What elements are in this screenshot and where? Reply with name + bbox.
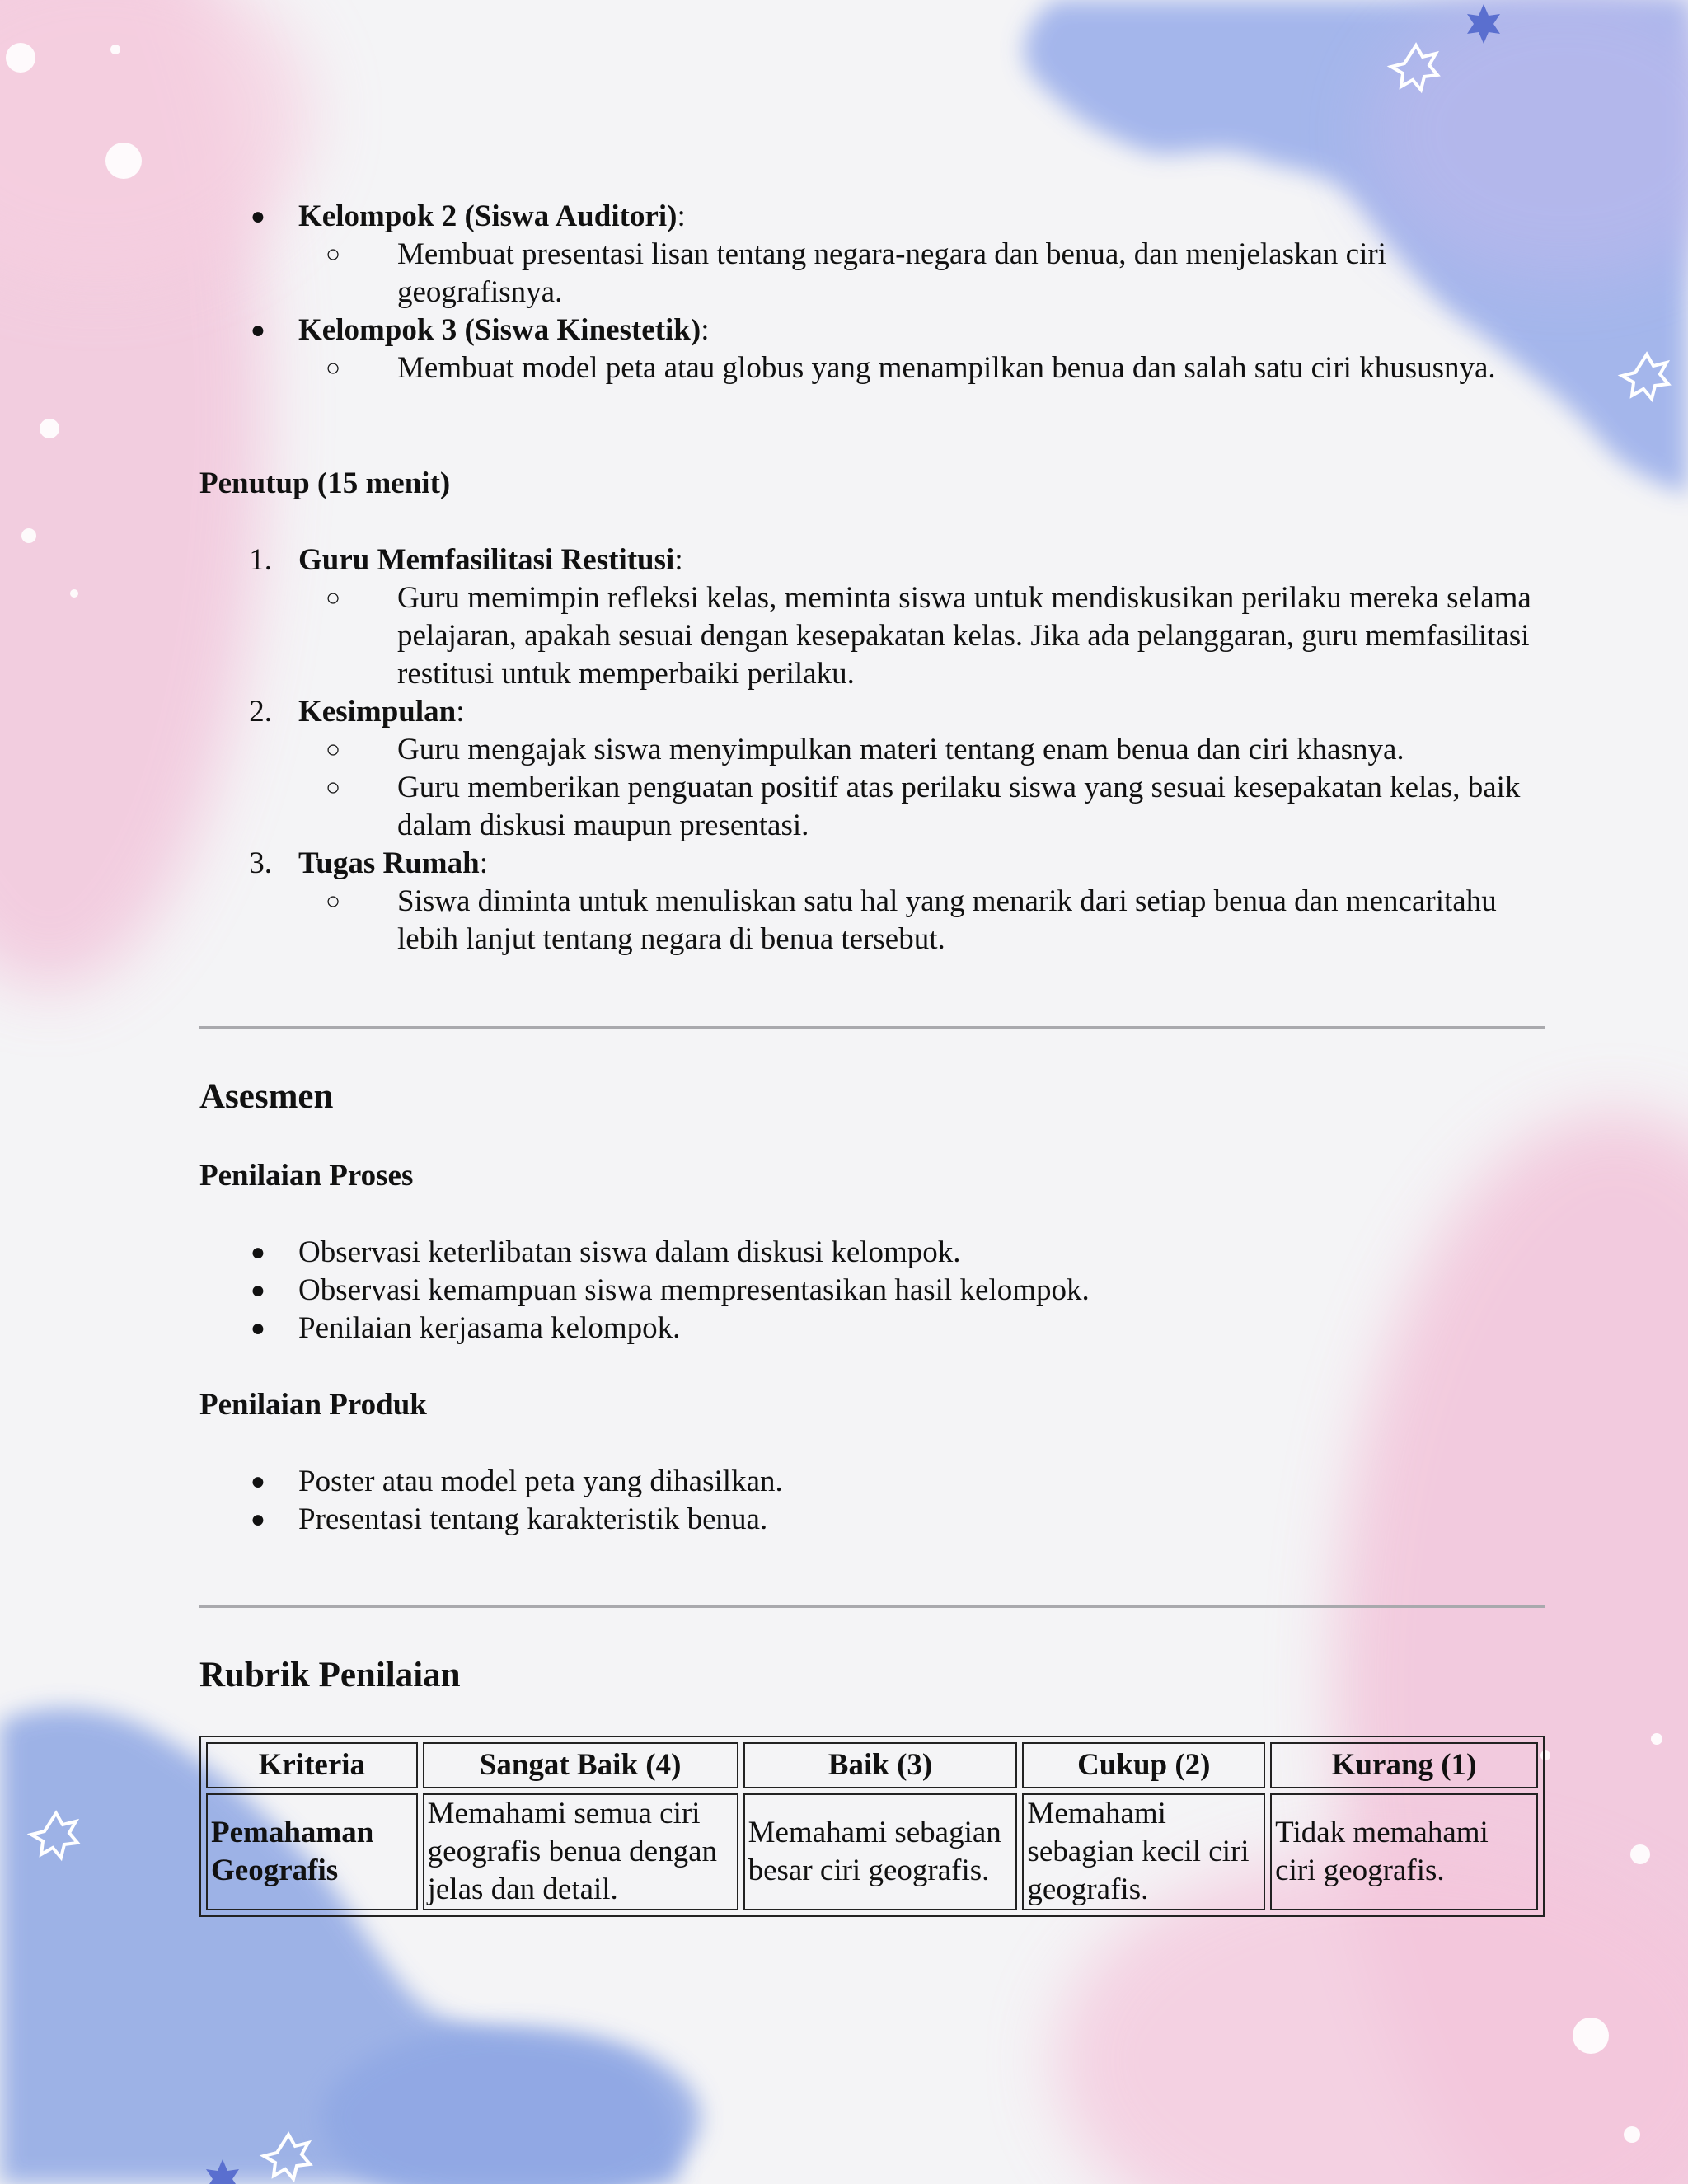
process-assessment-heading: Penilaian Proses	[199, 1159, 414, 1193]
list-item: ○ Guru memberikan penguatan positif atas perilaku siswa yang sesuai kesepakatan kelas, baik dalam diskusi maupun presentasi.	[298, 769, 1551, 845]
bullet-dot-icon: ●	[250, 1506, 265, 1533]
closing-steps	[199, 541, 1551, 958]
list-item: ○ Guru memimpin refleksi kelas, meminta siswa untuk mendiskusikan perilaku mereka selama pelajaran, apakah sesuai dengan kesepakatan kelas. Jika ada pelanggaran, guru memfasilitasi restitusi untuk memperbaiki perilaku.	[298, 579, 1551, 693]
table-cell: Memahami sebagian kecil ciri geografis.	[1022, 1793, 1265, 1910]
hollow-circle-icon: ○	[325, 241, 341, 268]
list-item: 2. Kesimpulan: ○ Guru mengajak siswa menyimpulkan materi tentang enam benua dan ciri khasnya. ○ Guru memberikan penguatan positif atas perilaku siswa yang sesuai kesepakatan kelas, baik dalam diskusi maupun presentasi.	[199, 693, 1551, 845]
rubric-table	[199, 1736, 1545, 1917]
table-cell: Memahami semua ciri geografis benua dengan jelas dan detail.	[423, 1793, 738, 1910]
hollow-circle-icon: ○	[325, 774, 341, 801]
process-assessment-list	[199, 1234, 1551, 1347]
list-item: 1. Guru Memfasilitasi Restitusi: ○ Guru memimpin refleksi kelas, meminta siswa untuk mendiskusikan perilaku mereka selama pelajaran, apakah sesuai dengan kesepakatan kelas. Jika ada pelanggaran, guru memfasilitasi restitusi untuk memperbaiki perilaku.	[199, 541, 1551, 693]
list-item: ● Poster atau model peta yang dihasilkan.	[199, 1463, 1551, 1501]
sub-list	[298, 883, 1551, 958]
column-header: Baik (3)	[743, 1742, 1018, 1788]
sub-list	[298, 349, 1551, 387]
group-title: Kelompok 2 (Siswa Auditori)	[298, 199, 678, 233]
activity-group-list	[199, 198, 1551, 387]
list-item: ● Presentasi tentang karakteristik benua.	[199, 1501, 1551, 1539]
table-cell: Tidak memahami ciri geografis.	[1270, 1793, 1538, 1910]
list-item: ○ Membuat presentasi lisan tentang negara-negara dan benua, dan menjelaskan ciri geografisnya.	[298, 236, 1551, 312]
column-header: Kurang (1)	[1270, 1742, 1538, 1788]
table-cell: Memahami sebagian besar ciri geografis.	[743, 1793, 1018, 1910]
bullet-dot-icon: ●	[250, 203, 265, 230]
divider	[199, 1605, 1545, 1608]
list-item: 3. Tugas Rumah: ○ Siswa diminta untuk menuliskan satu hal yang menarik dari setiap benua dan mencaritahu lebih lanjut tentang negara di benua tersebut.	[199, 845, 1551, 958]
column-header: Kriteria	[206, 1742, 418, 1788]
table-row	[206, 1793, 1538, 1910]
list-item: ○ Membuat model peta atau globus yang menampilkan benua dan salah satu ciri khususnya.	[298, 349, 1551, 387]
assessment-heading: Asesmen	[199, 1077, 334, 1116]
sub-list	[298, 579, 1551, 693]
closing-heading: Penutup (15 menit)	[199, 466, 451, 500]
bullet-dot-icon: ●	[250, 316, 265, 344]
hollow-circle-icon: ○	[325, 888, 341, 915]
list-item: ● Penilaian kerjasama kelompok.	[199, 1310, 1551, 1347]
list-item: ● Observasi keterlibatan siswa dalam diskusi kelompok.	[199, 1234, 1551, 1272]
list-item: ○ Siswa diminta untuk menuliskan satu hal yang menarik dari setiap benua dan mencaritahu lebih lanjut tentang negara di benua tersebut.	[298, 883, 1551, 958]
column-header: Sangat Baik (4)	[423, 1742, 738, 1788]
sub-list	[298, 236, 1551, 312]
column-header: Cukup (2)	[1022, 1742, 1265, 1788]
rubric-heading: Rubrik Penilaian	[199, 1656, 461, 1694]
group-title: Kelompok 3 (Siswa Kinestetik)	[298, 313, 701, 347]
divider	[199, 1026, 1545, 1029]
bullet-dot-icon: ●	[250, 1468, 265, 1495]
table-cell: Pemahaman Geografis	[206, 1793, 418, 1910]
product-assessment-list	[199, 1463, 1551, 1539]
list-item: ● Observasi kemampuan siswa mempresentasikan hasil kelompok.	[199, 1272, 1551, 1310]
bullet-dot-icon: ●	[250, 1277, 265, 1304]
list-item: ● Kelompok 3 (Siswa Kinestetik): ○ Membuat model peta atau globus yang menampilkan benua dan salah satu ciri khususnya.	[199, 312, 1551, 387]
hollow-circle-icon: ○	[325, 354, 341, 382]
bullet-dot-icon: ●	[250, 1239, 265, 1266]
product-assessment-heading: Penilaian Produk	[199, 1388, 427, 1422]
table-header-row	[206, 1742, 1538, 1788]
hollow-circle-icon: ○	[325, 736, 341, 763]
hollow-circle-icon: ○	[325, 584, 341, 612]
list-item: ○ Guru mengajak siswa menyimpulkan materi tentang enam benua dan ciri khasnya.	[298, 731, 1551, 769]
bullet-dot-icon: ●	[250, 1315, 265, 1342]
sub-list	[298, 731, 1551, 845]
list-item: ● Kelompok 2 (Siswa Auditori): ○ Membuat presentasi lisan tentang negara-negara dan benua, dan menjelaskan ciri geografisnya.	[199, 198, 1551, 312]
